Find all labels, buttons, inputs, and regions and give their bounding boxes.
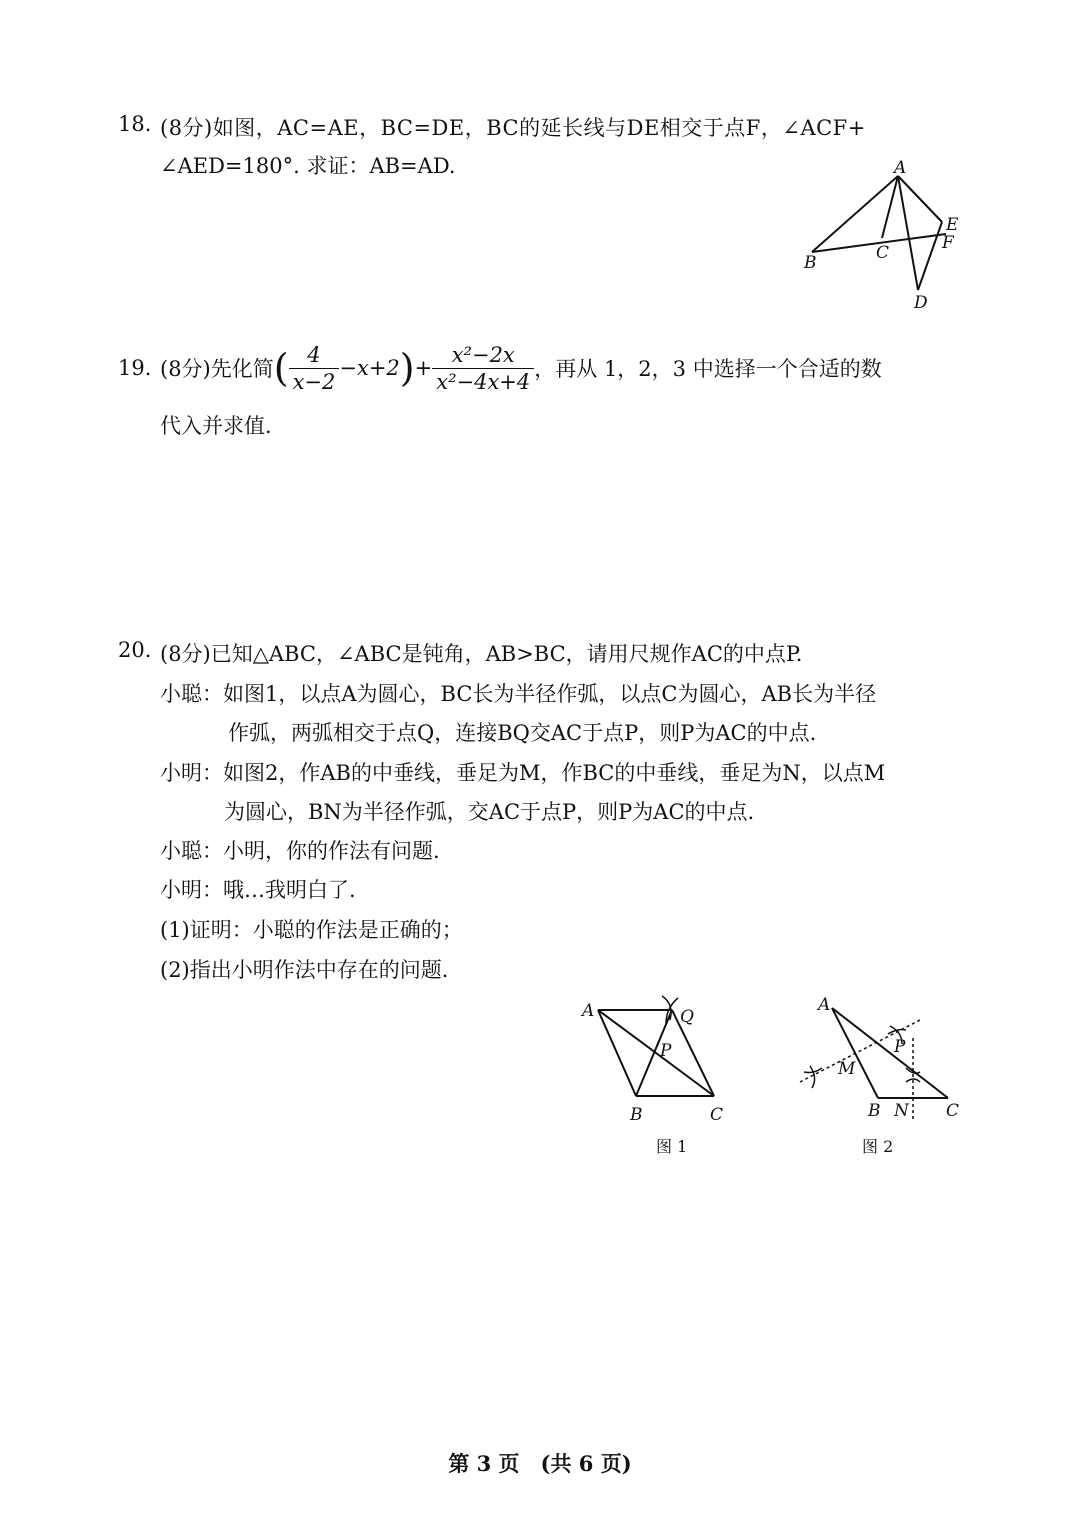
fig2-label-M: M: [838, 1059, 856, 1079]
fig1-segment-AC: [598, 1010, 714, 1096]
q19-left-paren: (: [273, 346, 289, 390]
q19-right-paren: ): [399, 346, 415, 390]
q20-cong-line1: 小聪：如图1，以点A为圆心，BC长为半径作弧，以点C为圆心，AB长为半径: [160, 682, 877, 706]
q18-number: 18.: [118, 112, 152, 136]
fig2-label-P: P: [894, 1037, 906, 1057]
q18-segment-AC: [882, 176, 898, 238]
q18-label-C: C: [876, 243, 890, 263]
q18-line2: ∠AED=180°. 求证：AB=AD.: [160, 154, 456, 178]
q20-ming-line1: 小明：如图2，作AB的中垂线，垂足为M，作BC的中垂线，垂足为N，以点M: [160, 761, 886, 785]
q19-frac1-denominator: x−2: [292, 369, 336, 394]
q18-line1: (8分)如图，AC=AE，BC=DE，BC的延长线与DE相交于点F，∠ACF+: [160, 116, 866, 140]
q20-cong-line3: 小聪：小明，你的作法有问题.: [160, 839, 440, 863]
q20-part1: (1)证明：小聪的作法是正确的；: [160, 918, 463, 942]
fig1-caption: 图 1: [656, 1137, 688, 1156]
fig1-label-P: P: [660, 1041, 672, 1061]
q20-number: 20.: [118, 638, 152, 662]
q20-figure-1: [570, 990, 740, 1160]
q19-middle-term: −x+2: [339, 356, 400, 380]
q18-label-E: E: [946, 215, 959, 235]
q18-segment-ED: [918, 222, 942, 290]
q20-ming-line2: 为圆心，BN为半径作弧，交AC于点P，则P为AC的中点.: [224, 800, 755, 824]
fig2-label-B: B: [868, 1101, 881, 1121]
fig2-label-N: N: [894, 1101, 909, 1121]
q20-line1: (8分)已知△ABC，∠ABC是钝角，AB>BC，请用尺规作AC的中点P.: [160, 642, 803, 666]
q19-fraction-1: [289, 342, 340, 395]
q19-divide-sign: +: [414, 356, 433, 380]
fig2-label-C: C: [946, 1101, 960, 1121]
q19-expression: [160, 340, 882, 396]
q20-ming-line3: 小明：哦…我明白了.: [160, 878, 356, 902]
fig2-label-A: A: [818, 995, 831, 1015]
fig1-label-C: C: [710, 1105, 724, 1125]
fig2-segment-AC: [832, 1008, 948, 1098]
q18-label-B: B: [804, 253, 817, 273]
q20-figure-2: [790, 990, 970, 1160]
q19-frac2-numerator: x²−2x: [432, 342, 534, 369]
q18-segment-AB: [812, 176, 898, 252]
q18-figure: [790, 160, 980, 315]
q18-label-A: A: [894, 160, 907, 178]
q20-cong-line2: 作弧，两弧相交于点Q，连接BQ交AC于点P，则P为AC的中点.: [228, 721, 817, 745]
fig2-caption: 图 2: [862, 1137, 894, 1156]
q18-label-F: F: [942, 233, 954, 253]
q19-suffix: ，再从 1，2，3 中选择一个合适的数: [534, 357, 882, 381]
q19-fraction-2: [432, 342, 534, 395]
q19-line2: 代入并求值.: [160, 414, 272, 438]
fig1-label-Q: Q: [680, 1007, 694, 1027]
q19-frac2-denominator: x²−4x+4: [436, 369, 531, 394]
fig1-label-A: A: [582, 1001, 595, 1021]
q19-frac1-numerator: 4: [289, 342, 340, 369]
q18-label-D: D: [914, 293, 928, 313]
page-footer: 第 3 页 (共 6 页): [448, 1451, 632, 1476]
q19-prefix: (8分)先化简: [160, 357, 274, 381]
q19-number: 19.: [118, 356, 152, 380]
fig2-arc-1: [810, 1066, 815, 1088]
fig1-label-B: B: [630, 1105, 643, 1125]
q20-part2: (2)指出小明作法中存在的问题.: [160, 958, 449, 982]
